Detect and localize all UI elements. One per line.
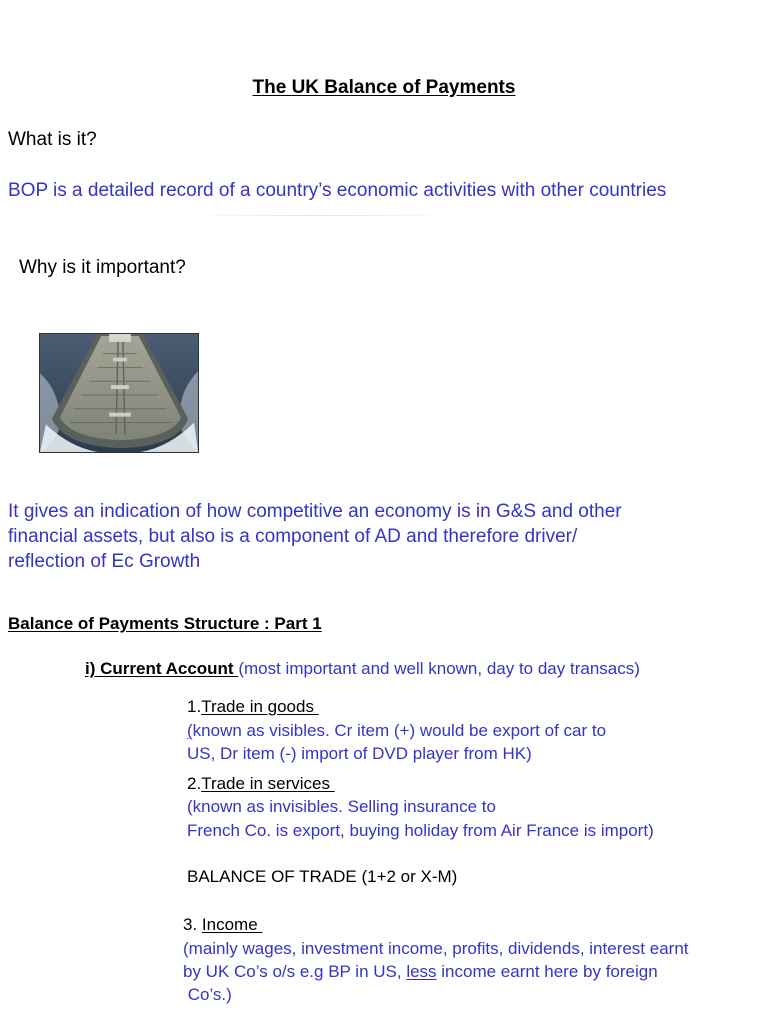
what-is-it-question: What is it?: [8, 129, 97, 150]
description-text: income earnt here by foreign: [436, 962, 658, 981]
item-label: Income: [201, 915, 263, 934]
income-title: [183, 915, 262, 935]
why-important-question: Why is it important?: [19, 257, 186, 278]
item-number: 2.: [187, 774, 202, 793]
trade-in-services-description: [187, 795, 654, 843]
description-line: [187, 719, 606, 742]
answer-line: financial assets, but also is a component of AD and therefore driver/: [8, 526, 578, 547]
section-heading: Balance of Payments Structure : Part 1: [8, 614, 322, 633]
what-is-it-answer: BOP is a detailed record of a country’s economic activities with other countries: [8, 180, 667, 201]
description-line: [183, 960, 689, 983]
current-account-note: (most important and well known, day to day transacs): [238, 659, 640, 678]
current-account-line: [85, 659, 640, 679]
item-label: Trade in goods: [201, 697, 319, 716]
item-label: Trade in services: [201, 774, 335, 793]
income-description: [183, 937, 689, 1006]
description-text: by UK Co’s o/s e.g BP in US,: [183, 962, 407, 981]
item-number: 3.: [183, 915, 202, 934]
answer-line: It gives an indication of how competitive an economy is in G&S and other: [8, 501, 622, 522]
trade-in-goods-description: [187, 719, 606, 765]
answer-line: reflection of Ec Growth: [8, 551, 201, 572]
ship-illustration: [40, 334, 198, 452]
description-line: French Co. is export, buying holiday from Air France is import): [187, 821, 654, 840]
balance-of-trade: BALANCE OF TRADE (1+2 or X-M): [187, 867, 458, 886]
faint-divider-line: [190, 215, 450, 216]
description-line: (mainly wages, investment income, profits, dividends, interest earnt: [183, 939, 689, 958]
description-line: (known as invisibles. Selling insurance to: [187, 797, 496, 816]
why-important-answer: [8, 499, 622, 574]
description-line: Co’s.): [183, 985, 232, 1004]
description-line: US, Dr item (-) import of DVD player from HK): [187, 744, 532, 763]
description-text: known as visibles. Cr item (+) would be export of car to: [192, 721, 607, 740]
item-number: 1.: [187, 697, 202, 716]
open-paren: (: [187, 721, 193, 740]
oil-tanker-photo: [39, 333, 199, 453]
trade-in-services-title: [187, 774, 335, 794]
trade-in-goods-title: [187, 697, 319, 717]
underlined-word: less: [406, 962, 437, 981]
current-account-label: i) Current Account: [85, 659, 239, 678]
page-title: The UK Balance of Payments: [252, 77, 516, 98]
